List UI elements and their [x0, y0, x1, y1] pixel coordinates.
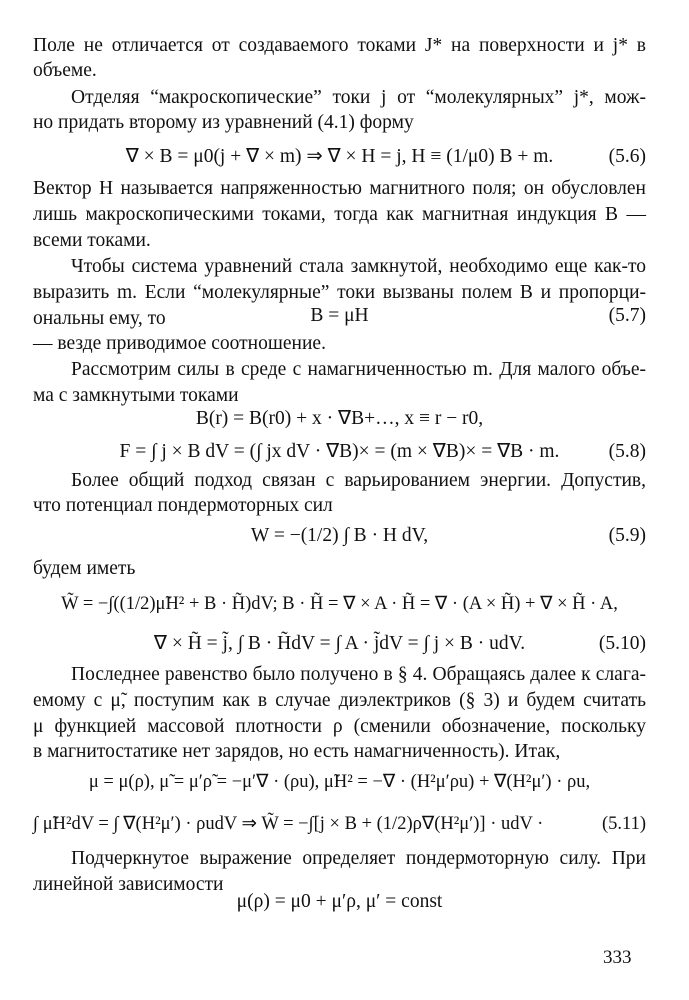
text-line: всеми токами. — [33, 230, 151, 251]
equation-number: (5.6) — [608, 146, 646, 167]
equation-number: (5.7) — [608, 305, 646, 326]
text-line: линейной зависимости — [33, 874, 224, 895]
equation-formula: B = μH — [310, 305, 369, 326]
text-line: объеме. — [33, 60, 97, 81]
equation-formula: ∇ × B = μ0(j + ∇ × m) ⇒ ∇ × H = j, H ≡ (1/μ0) B + m. — [125, 146, 554, 167]
page-number: 333 — [603, 947, 632, 968]
equation-formula: B(r) = B(r0) + x · ∇B+…, x ≡ r − r0, — [195, 408, 484, 429]
equation-number: (5.10) — [598, 633, 646, 654]
text-line: Рассмотрим силы в среде с намагниченностью m. Для малого объе- — [71, 359, 646, 380]
text-line: будем иметь — [33, 558, 136, 579]
text-line: Чтобы система уравнений стала замкнутой, необходимо еще как-то — [71, 256, 646, 277]
text-line: емому с μ̃, поступим как в случае диэлектриков (§ 3) и будем считать — [33, 690, 646, 711]
equation-number: (5.9) — [608, 525, 646, 546]
equation-formula: W̃ = −∫((1/2)μ̃H² + B · H̃)dV; B · H̃ = ∇ × A · H̃ = ∇ · (A × H̃) + ∇ × H̃ · A, — [61, 594, 618, 614]
equation-formula: ∫ μ̃H²dV = ∫ ∇(H²μ′) · ρudV ⇒ W̃ = −∫[j × B + (1/2)ρ∇(H²μ′)] · udV · — [33, 814, 544, 834]
equation-formula: μ(ρ) = μ0 + μ′ρ, μ′ = const — [236, 891, 443, 912]
text-line: ма с замкнутыми токами — [33, 385, 239, 406]
equation-number: (5.11) — [601, 814, 646, 834]
text-line: что потенциал пондермоторных сил — [33, 495, 333, 516]
equation-formula: μ = μ(ρ), μ̃ = μ′ρ̃ = −μ′∇ · (ρu), μ̃H² = −∇ · (H²μ′ρu) + ∇(H²μ′) · ρu, — [88, 772, 591, 792]
text-line: Отделяя “макроскопические” токи j от “молекулярных” j*, мож- — [71, 87, 646, 108]
text-line: Подчеркнутое выражение определяет пондермоторную силу. При — [71, 848, 646, 869]
text-line: Вектор H называется напряженностью магнитного поля; он обусловлен — [33, 178, 646, 199]
text-line: ональны ему, то — [33, 308, 166, 329]
text-line: Поле не отличается от создаваемого токами J* на поверхности и j* в — [33, 35, 646, 56]
text-line: лишь макроскопическими токами, тогда как магнитная индукция B — — [33, 204, 646, 225]
text-line: Более общий подход связан с варьированием энергии. Допустив, — [71, 470, 646, 491]
equation-number: (5.8) — [608, 441, 646, 462]
text-line: Последнее равенство было получено в § 4. Обращаясь далее к слага- — [71, 664, 646, 685]
text-line: выразить m. Если “молекулярные” токи вызваны полем B и пропорци- — [33, 282, 646, 303]
text-line: μ функцией массовой плотности ρ (сменили обозначение, поскольку — [33, 716, 646, 737]
equation-formula: W = −(1/2) ∫ B · H dV, — [250, 525, 429, 546]
equation-formula: ∇ × H̃ = j̃, ∫ B · H̃dV = ∫ A · j̃dV = ∫ j × B · udV. — [153, 633, 526, 654]
equation-formula: F = ∫ j × B dV = (∫ jx dV · ∇B)× = (m × ∇B)× = ∇B · m. — [119, 441, 560, 462]
text-line: в магнитостатике нет зарядов, но есть намагниченность). Итак, — [33, 741, 561, 762]
text-line: — везде приводимое соотношение. — [33, 333, 326, 354]
text-line: но придать второму из уравнений (4.1) форму — [33, 112, 414, 133]
